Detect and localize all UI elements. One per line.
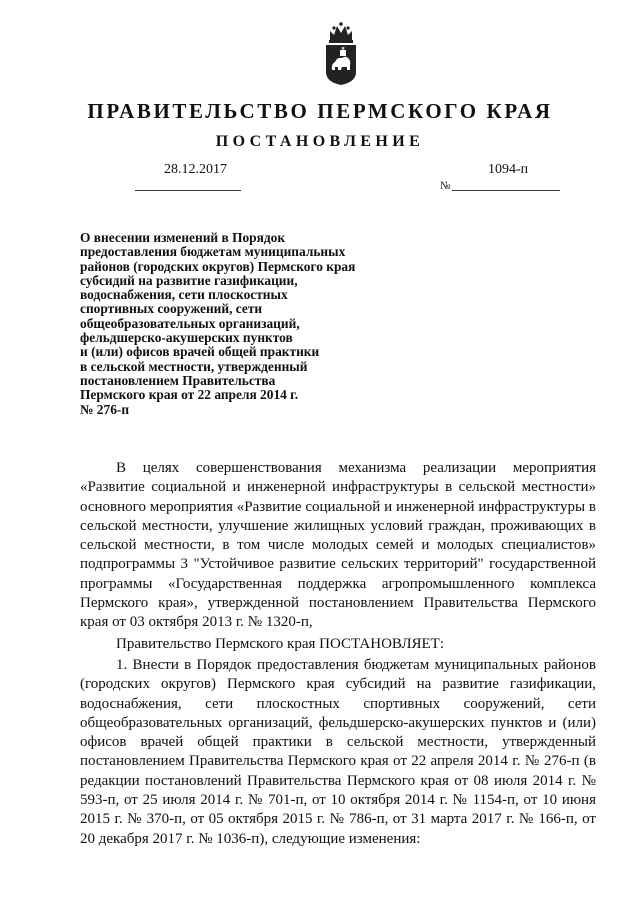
subject-line: Пермского края от 22 апреля 2014 г. [80, 387, 299, 403]
document-subject [80, 231, 410, 417]
document-type: ПОСТАНОВЛЕНИЕ [215, 133, 425, 150]
subject-line: общеобразовательных организаций, [80, 315, 300, 331]
document-body [80, 459, 596, 849]
subject-line: О внесении изменений в Порядок [80, 230, 286, 245]
date-underline [135, 190, 241, 191]
subject-line: № 276-п [80, 401, 130, 417]
subject-line: предоставления бюджетам муниципальных [80, 244, 346, 260]
resolution-statement: Правительство Пермского края ПОСТАНОВЛЯЕТ: [116, 635, 445, 652]
document-date: 28.12.2017 [164, 162, 227, 177]
government-title: ПРАВИТЕЛЬСТВО ПЕРМСКОГО КРАЯ [87, 99, 553, 123]
number-underline [452, 190, 560, 191]
perm-krai-coat-of-arms-icon [322, 20, 360, 86]
preamble-paragraph: В целях совершенствования механизма реализации мероприятия «Развитие социальной и инженерной инфраструктуры в сельской местности» основного мероприятия «Развитие социальной и инженерной инфраструктуры в сельской местности, улучшение жилищных условий граждан, проживающих в сельской местности, в том числе молодых семей и молодых специалистов» подпрограммы 3 "Устойчивое развитие сельских территорий" государственной программы «Государственная поддержка агропромышленного комплекса Пермского края», утвержденной постановлением Правительства Пермского края от 03 октября 2013 г. № 1320-п, [80, 460, 596, 631]
number-sign: № [440, 180, 451, 192]
subject-line: в сельской местности, утвержденный [80, 358, 308, 374]
subject-line: районов (городских округов) Пермского края [80, 258, 356, 274]
subject-line: постановлением Правительства [80, 372, 276, 388]
document-number: 1094-п [488, 162, 529, 177]
subject-line: спортивных сооружений, сети [80, 301, 263, 317]
subject-line: водоснабжения, сети плоскостных [80, 287, 288, 303]
clause-1-paragraph: 1. Внести в Порядок предоставления бюджетам муниципальных районов (городских округов) Пермского края субсидий на развитие газификации, водоснабжения, сети плоскостных спортивных сооружений, сети общеобразовательных организаций, фельдшерско-акушерских пунктов и (или) офисов врачей общей практики в сельской местности, утвержденный постановлением Правительства Пермского края от 22 апреля 2014 г. № 276-п (в редакции постановлений Правительства Пермского края от 08 июля 2014 г. № 593-п, от 25 июля 2014 г. № 701-п, от 10 октября 2014 г. № 1154-п, от 10 июня 2015 г. № 370-п, от 05 октября 2015 г. № 786-п, от 31 марта 2017 г. № 166-п, от 20 декабря 2017 г. № 1036-п), следующие изменения: [80, 656, 596, 847]
subject-line: и (или) офисов врачей общей практики [80, 344, 320, 360]
subject-line: субсидий на развитие газификации, [80, 272, 298, 288]
subject-line: фельдшерско-акушерских пунктов [80, 330, 293, 346]
